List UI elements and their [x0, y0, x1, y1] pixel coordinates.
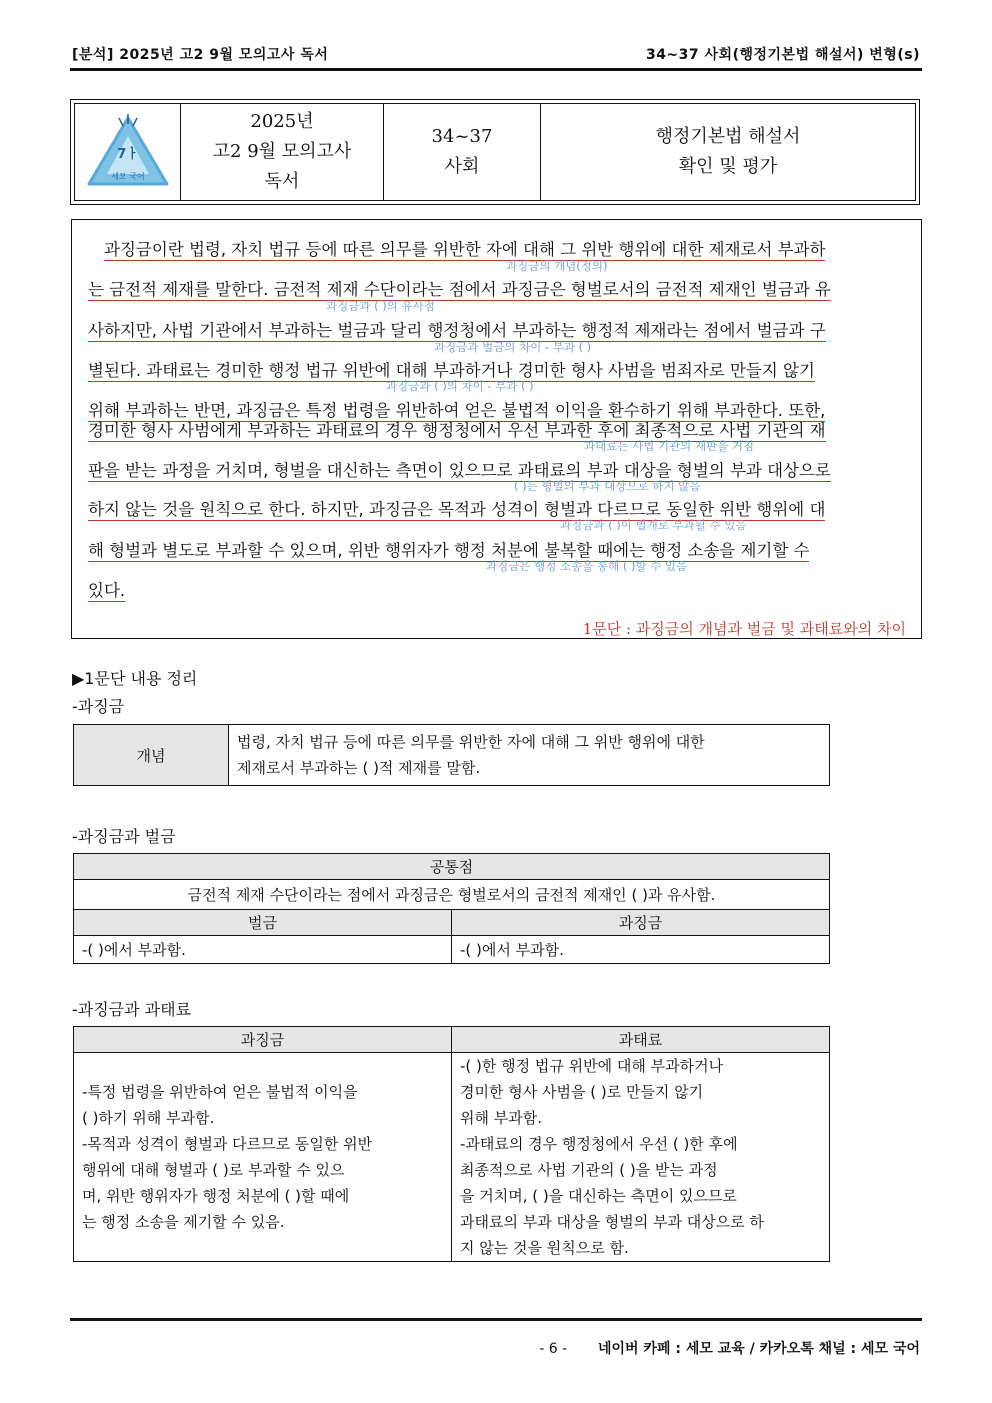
- header-right: 34~37 사회(행정기본법 해설서) 변형(s): [645, 47, 920, 63]
- common-label: 공통점: [74, 854, 830, 880]
- passage-line-5: 위해 부과하는 반면, 과징금은 특정 법령을 위반하여 얻은 불법적 이익을 환수하기 위해 부과한다. 또한,: [88, 401, 826, 420]
- penalty-label: 과징금: [452, 910, 830, 936]
- semo-logo-icon: [83, 112, 173, 192]
- concept-text: 법령, 자치 법규 등에 따른 의무를 위반한 자에 대해 그 위반 행위에 대한 제재로서 부과하는 ( )적 제재를 말함.: [229, 725, 830, 786]
- annotation-7: 과징금과 ( )이 별개로 부과될 수 있음: [560, 518, 747, 532]
- svg-text:7ㅏ: 7ㅏ: [116, 147, 139, 162]
- subheading-fine: -과징금과 벌금: [72, 827, 176, 846]
- fine-text: -( )에서 부과함.: [74, 936, 452, 964]
- passage-line-8: 하지 않는 것을 원칙으로 한다. 하지만, 과징금은 목적과 성격이 형벌과 다르므로 동일한 위반 행위에 대: [88, 500, 826, 519]
- concept-table: [73, 724, 830, 786]
- annotation-8: 과징금은 행정 소송을 통해 ( )할 수 있음: [486, 559, 688, 573]
- passage-line-2: 는 금전적 제재를 말한다. 금전적 제재 수단이라는 점에서 과징금은 형벌로서의 금전적 제재인 벌금과 유: [88, 280, 831, 299]
- col-penalty: 과징금: [74, 1027, 452, 1053]
- col-fee: 과태료: [452, 1027, 830, 1053]
- passage-line-10: 있다.: [88, 581, 126, 600]
- exam-year: 2025년: [250, 111, 314, 132]
- section-heading: ▶1문단 내용 정리: [72, 669, 198, 688]
- question-range-cell: [384, 104, 541, 200]
- page-number: - 6 -: [539, 1341, 568, 1357]
- question-field: 사회: [444, 156, 480, 177]
- subheading-fee: -과징금과 과태료: [72, 1000, 192, 1019]
- passage-line-9: 해 형벌과 별도로 부과할 수 있으며, 위반 행위자가 행정 처분에 불복할 때에는 행정 소송을 제기할 수: [88, 541, 810, 560]
- penalty-text: -( )에서 부과함.: [452, 936, 830, 964]
- exam-info-cell: [181, 104, 384, 200]
- topic-cell: [541, 104, 915, 200]
- annotation-5: 과태료는 사법 기관의 재판을 거침: [584, 439, 755, 453]
- common-text: 금전적 제재 수단이라는 점에서 과징금은 형벌로서의 금전적 제재인 ( )과 유사함.: [74, 880, 830, 910]
- annotation-1: 과징금의 개념(정의): [506, 259, 608, 273]
- passage-line-4: 별된다. 과태료는 경미한 행정 법규 위반에 대해 부과하거나 경미한 형사 사범을 범죄자로 만들지 않기: [88, 361, 815, 380]
- topic-title: 행정기본법 해설서: [655, 126, 801, 147]
- annotation-2: 과징금과 ( )의 유사점: [326, 299, 435, 313]
- annotation-4: 과징금과 ( )의 차이 - 부과 ( ): [386, 379, 534, 393]
- header-rule: [70, 68, 922, 71]
- paragraph-summary: 1문단 : 과징금의 개념과 벌금 및 과태료와의 차이: [582, 620, 906, 638]
- exam-name: 고2 9월 모의고사: [212, 141, 352, 162]
- passage-line-6: 경미한 형사 사범에게 부과하는 과태료의 경우 행정청에서 우선 부과한 후에 최종적으로 사법 기관의 재: [88, 421, 826, 440]
- footer: [539, 1338, 920, 1358]
- question-range: 34~37: [431, 126, 493, 147]
- annotation-6: ( )는 형벌의 부과 대상으로 하지 않음: [514, 479, 701, 493]
- exam-subject: 독서: [264, 171, 300, 192]
- concept-label: 개념: [74, 725, 229, 786]
- subheading-concept: -과징금: [72, 697, 125, 716]
- fine-comparison-table: [73, 853, 830, 964]
- logo-cell: [75, 104, 181, 200]
- passage-line-3: 사하지만, 사법 기관에서 부과하는 벌금과 달리 행정청에서 부과하는 행정적 제재라는 점에서 벌금과 구: [88, 321, 826, 340]
- annotation-3: 과징금과 벌금의 차이 - 부과 ( ): [434, 340, 592, 354]
- passage-line-1: 과징금이란 법령, 자치 법규 등에 따른 의무를 위반한 자에 대해 그 위반 행위에 대한 제재로서 부과하: [104, 240, 826, 259]
- svg-text:세모 국어: 세모 국어: [110, 172, 145, 181]
- passage-line-7: 판을 받는 과정을 거치며, 형벌을 대신하는 측면이 있으므로 과태료의 부과 대상을 형벌의 부과 대상으로: [88, 461, 831, 480]
- fee-cell: -( )한 행정 법규 위반에 대해 부과하거나 경미한 형사 사범을 ( )로 만들지 않기 위해 부과함. -과태료의 경우 행정청에서 우선 ( )한 후에 최종적으로 사법 기관의 ( )을 받는 과정 을 거치며, ( )을 대신하는 측면이 있으므로 과태료의 부과 대상을 형벌의 부과 대상으로 하 지 않는 것을 원칙으로 함.: [452, 1053, 830, 1262]
- fine-label: 벌금: [74, 910, 452, 936]
- topic-subtitle: 확인 및 평가: [678, 156, 778, 177]
- footer-text: 네이버 카페 : 세모 교육 / 카카오톡 채널 : 세모 국어: [597, 1341, 920, 1357]
- fee-comparison-table: [73, 1026, 830, 1262]
- header-left: [분석] 2025년 고2 9월 모의고사 독서: [72, 47, 329, 63]
- footer-rule: [70, 1318, 922, 1321]
- penalty-cell: -특정 법령을 위반하여 얻은 불법적 이익을 ( )하기 위해 부과함. -목적과 성격이 형벌과 다르므로 동일한 위반 행위에 대해 형벌과 ( )로 부과할 수 있으 며, 위반 행위자가 행정 처분에 ( )할 때에 는 행정 소송을 제기할 수 있음.: [74, 1053, 452, 1262]
- title-box: [70, 99, 920, 205]
